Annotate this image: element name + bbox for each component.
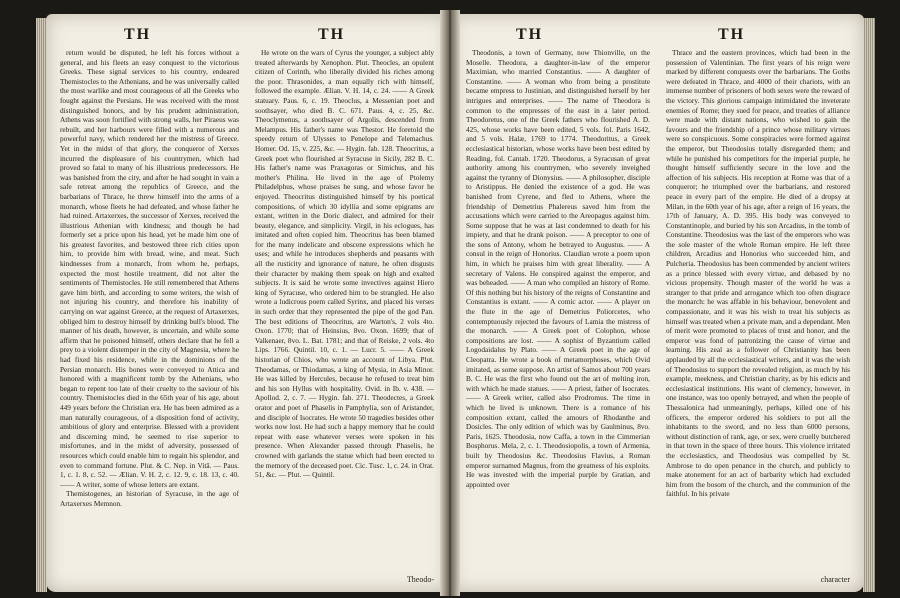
book-gutter	[440, 10, 460, 596]
right-col1-text: Theodonis, a town of Germany, now Thionville, on the Moselle. Theodora, a daughter-in-law of the emperor Maximian, who married Constantius. —— A daughter of Constantine. —— A woman who from being a prostitute became empress to Justinian, and distinguished herself by her intrigues and enterprises. —— The name of Theodora is common to the empresses of the east in a later period. Theodoretus, one of the Greek fathers who flourished A. D. 425, whose works have been edited, 5 vols. fol. Paris 1642, and 5 vols. Halæ, 1769 to 1774. Theodoritus, a Greek ecclesiastical historian, whose works have been best edited by Reading, fol. Cantab. 1720. Theodorus, a Syracusan of great authority among his countrymen, who severely inveighed against the tyranny of Dionysius. —— A philosopher, disciple to Aristippus. He denied the existence of a god. He was banished from Cyrene, and fled to Athens, where the friendship of Demetrius Phalereus saved him from the accusations which were carried to the Areopagus against him. Some suppose that he was at last condemned to death for his impiety, and that he drank poison. —— A preceptor to one of the sons of Antony, whom he betrayed to Augustus. —— A consul in the reign of Honorius. Claudian wrote a poem upon him, in which he praises him with great liberality. —— A secretary of Valens. He conspired against the emperor, and was beheaded. —— A man who compiled an history of Rome. Of this nothing but his history of the reigns of Constantine and Constantius is extant. —— A comic actor. —— A player on the flute in the age of Demetrius Poliorcetes, who contemptuously rejected the favours of Lamia the mistress of the monarch. —— A Greek poet of Colophon, whose compositions are lost. —— A sophist of Byzantium called Logodaidalus by Plato. —— A Greek poet in the age of Cleopatra. He wrote a book of metamorphoses, which Ovid imitated, as some suppose. An artist of Samos about 700 years B. C. He was the first who found out the art of melting iron, with which he made statues. —— A priest, father of Isocrates. —— A Greek writer, called also Prodromus. The time in which he lived is unknown. There is a romance of his composition extant, called the amours of Rhodanthe and Dosicles. The only edition of which was by Gaulminus, 8vo. Paris, 1625. Theodosia, now Caffa, a town in the Cimmerian Bosphorus. Mela, 2, c. 1. Theodosiopolis, a town of Armenia, built by Theodosius &c. Theodosius Flavius, a Roman emperor surnamed Magnus, from the greatness of his exploits. He was invested with the imperial purple by Gratian, and appointed over	[466, 48, 650, 489]
right-page-columns	[466, 48, 850, 586]
right-page	[452, 14, 864, 592]
left-page-columns	[60, 48, 434, 586]
right-page-catchword: character	[820, 575, 850, 584]
right-page-column-2	[666, 48, 850, 586]
left-col1-tail: Themistogenes, an historian of Syracuse, in the age of Artaxerxes Memnon.	[60, 489, 239, 508]
right-col2-text: Thrace and the eastern provinces, which had been in the possession of Valentinian. The first years of his reign were marked by different conquests over the barbarians. The Goths were defeated in Thrace, and 4000 of their chariots, with an immense number of prisoners of both sexes were the reward of the victory. This glorious campaign intimidated the inveterate enemies of Rome; they sued for peace, and treaties of alliance were made with distant nations, who wished to gain the favours and the friendship of a prince whose military virtues were so conspicuous. Some conspiracies were formed against the emperor, but Theodosius totally disregarded them; and while he punished his competitors for the imperial purple, he thought himself sufficiently secure in the love and the affection of his subjects. His reception at Rome was that of a conqueror; he triumphed over the barbarians, and restored peace in every part of the empire. He died of a dropsy at Milan, in the 60th year of his age, after a reign of 16 years, the 17th of January, A. D. 395. His body was conveyed to Constantinople, and buried by his son Arcadius, in the tomb of Constantine. Theodosius was the last of the emperors who was the sole master of the whole Roman empire. He left three children, Arcadius and Honorius who succeeded him, and Pulcheria. Theodosius has been commended by ancient writers as a prince blessed with every virtue, and debased by no vicious propensity. Though master of the world he was a stranger to that pride and arrogance which too often disgrace the monarch: he was affable in his behaviour, benevolent and compassionate, and it was his wish to treat his subjects as himself was treated when a private man, and a dependant. Men of merit were promoted to places of trust and honor, and the emperor was fond of patronizing the cause of virtue and learning. His zeal as a follower of Christianity has been applauded by all the ecclesiastical writers, and it was the wish of Theodosius to support the revealed religion, as much by his example, meekness, and Christian charity, as by his edicts and ecclesiastical institutions. His want of clemency, however, in one instance, was too openly betrayed, and when the people of Thessalonica had unmeaningly, perhaps, killed one of his officers, the emperor ordered his soldiers to put all the inhabitants to the sword, and no less than 6000 persons, without distinction of rank, age, or sex, were cruelly butchered in that town in the space of three hours. This violence irritated the ecclesiastics, and Theodosius was compelled by St. Ambrose to do open penance in the church, and publicly to make atonement for an act of barbarity which had excluded him from the bosom of the church, and the communion of the faithful. In his private	[666, 48, 850, 499]
left-page	[46, 14, 448, 592]
right-page-head-right: TH	[718, 26, 746, 43]
right-running-head	[452, 22, 864, 50]
right-page-head-left: TH	[516, 26, 544, 43]
left-page-head-right: TH	[318, 26, 346, 43]
left-page-column-1	[60, 48, 239, 586]
right-page-edges	[863, 18, 875, 592]
left-col2-text: He wrote on the wars of Cyrus the younger, a subject ably treated afterwards by Xenophon. Plut. Theocles, an opulent citizen of Corinth, who liberally divided his riches among the poor. Thrasonides, a man equally rich with himself, followed the example. Ælian. V. H. 14, c. 24. —— A Greek statuary. Paus. 6, c. 19. Theoclus, a Messenian poet and soothsayer, who died B. C. 671. Paus. 4, c. 25, &c. Theoclymenus, a soothsayer of Argolis, descended from Melampus. His father's name was Thestor. He foretold the speedy return of Ulysses to Penelope and Telemachus. Homer. Od. 15, v. 225, &c. — Hygin. fab. 128. Theocritus, a Greek poet who flourished at Syracuse in Sicily, 282 B. C. His father's name was Praxagoras or Simichus, and his mother's Philina. He lived in the age of Ptolemy Philadelphus, whose praises he sung, and whose favor he enjoyed. Theocritus distinguished himself by his poetical compositions, of which 30 idyllia and some epigrams are extant, written in the Doric dialect, and admired for their beauty, elegance, and simplicity. Virgil, in his eclogues, has imitated and often copied him. Theocritus has been blamed for the many indelicate and obscene expressions which he uses; and while he introduces shepherds and peasants with all the rusticity and ignorance of nature, he often disgusts their character by making them speak on high and exalted subjects. It is said he wrote some invectives against Hiero king of Syracuse, who ordered him to be strangled. He also wrote a ludicrous poem called Syrinx, and placed his verses in such order that they represented the pipe of the god Pan. The best editions of Theocritus, are Warton's, 2 vols 4to. Oxon. 1770; that of Heinsius, 8vo. Oxon. 1699; that of Valkenaer, 8vo. L. Bat. 1781; and that of Reiske, 2 vols. 4to Lips. 1766. Quintil. 10, c. 1. — Lucr. 5. —— A Greek historian of Chios, who wrote an account of Libya. Plut. Theodamas, or Thiodamas, a king of Mysia, in Asia Minor. He was killed by Hercules, because he refused to treat him and his son Hyllus with hospitality. Ovid. in Ib. v. 438. — Apollod. 2, c. 7. — Hygin. fab. 271. Theodectes, a Greek orator and poet of Phaselis in Pamphylia, son of Aristander, and disciple of Isocrates. He wrote 50 tragedies besides other works now lost. He had such a happy memory that he could repeat with ease whatever verses were spoken in his presence. When Alexander passed through Phaselis, he crowned with garlands the statue which had been erected to the memory of the deceased poet. Cic. Tusc. 1, c. 24. in Orat. 51, &c. — Plut. — Quintil.	[255, 48, 434, 480]
left-page-head-left: TH	[124, 26, 152, 43]
right-page-column-1	[466, 48, 650, 586]
left-page-catchword: Theodo-	[406, 575, 434, 584]
left-col1-text: return would be disputed, he left his forces without a general, and his fleets an easy conquest to the victorious Greeks. These signal services to his country, endeared Themistocles to the Athenians, and he was universally called the most warlike and most courageous of all the Greeks who fought against the Persians. He was received with the most distinguished honors, and by his prudent administration, Athens was soon fortified with strong walls, her Piraeus was rebuilt, and her harbours were filled with a numerous and powerful navy, which rendered her the mistress of Greece. Yet in the midst of that glory, the conqueror of Xerxes incurred the displeasure of his countrymen, which had proved so fatal to many of his illustrious predecessors. He was banished from the city, and after he had sought in vain a safe retreat among the republics of Greece, and the barbarians of Thrace, he threw himself into the arms of a monarch, whose fleets he had defeated, and whose father he had ruined. Artaxerxes, the successor of Xerxes, received the illustrious Athenian with kindness; and though he had formerly set a price upon his head, yet he made him one of his greatest favorites, and bestowed three rich cities upon him, to provide him with bread, wine, and meat. Such kindnesses from a monarch, from whom he, perhaps, expected the most hostile treatment, did not alter the sentiments of Themistocles. He still remembered that Athens gave him birth, and according to some writers, the wish of not injuring his country, and therefore his inability of carrying on war against Greece, at the request of Artaxerxes, obliged him to destroy himself by drinking bull's blood. The manner of his death, however, is uncertain, and while some affirm that he poisoned himself, others declare that he fell a prey to a violent distemper in the city of Magnesia, where he had fixed his residence, while in the dominions of the Persian monarch. His bones were conveyed to Attica and honored with a magnificent tomb by the Athenians, who began to repent too late of their cruelty to the saviour of his country. Themistocles died in the 65th year of his age, about 449 years before the Christian era. He has been admired as a man naturally courageous, of a disposition fond of activity, ambitious of glory and enterprise. Blessed with a provident and discerning mind, he seemed to rise superior to misfortunes, and in the midst of adversity, possessed of resources which could enable him to regain his splendor, and even to command fortune. Plut. & C. Nep. in Vitâ. — Paus. 1, c. 1. 8, c. 52. — Ælian. V. H. 2, c. 12. 9, c. 18. 13, c. 40. —— A writer, some of whose letters are extant.	[60, 48, 239, 489]
left-running-head	[46, 22, 448, 50]
left-page-column-2	[255, 48, 434, 586]
